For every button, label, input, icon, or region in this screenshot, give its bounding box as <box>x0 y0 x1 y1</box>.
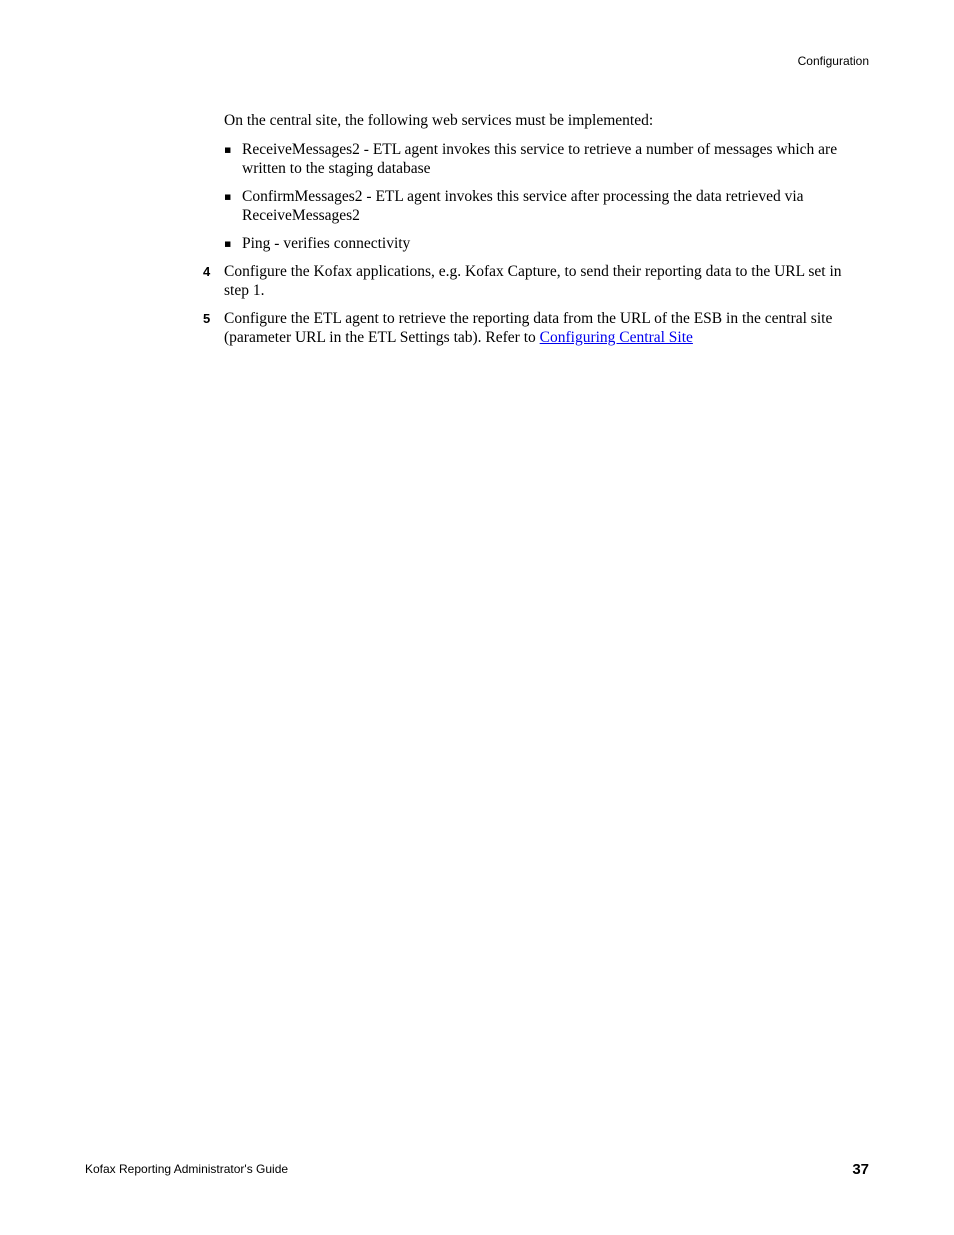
intro-paragraph: On the central site, the following web services must be implemented: <box>224 112 654 129</box>
bullet-marker: ▪ <box>224 237 232 250</box>
step-number: 4 <box>203 264 211 279</box>
step-4 <box>203 262 844 300</box>
step-text: Configure the ETL agent to retrieve the reporting data from the URL of the ESB in the central site (parameter URL in the ETL Settings tab). Refer to <box>224 310 833 346</box>
list-item <box>224 187 844 225</box>
list-item <box>224 140 844 178</box>
footer-guide-title: Kofax Reporting Administrator's Guide <box>85 1162 289 1176</box>
list-item-text: Ping - verifies connectivity <box>242 235 411 252</box>
web-services-list <box>224 140 844 253</box>
bullet-marker: ▪ <box>224 190 232 203</box>
page-number: 37 <box>852 1161 869 1178</box>
list-item-text: ReceiveMessages2 - ETL agent invokes this service to retrieve a number of messages which are written to the staging database <box>242 141 838 177</box>
list-item <box>224 234 844 253</box>
list-item-text: ConfirmMessages2 - ETL agent invokes this service after processing the data retrieved via ReceiveMessages2 <box>242 188 804 224</box>
configuring-central-site-link[interactable]: Configuring Central Site <box>539 329 693 346</box>
bullet-marker: ▪ <box>224 143 232 156</box>
step-text: Configure the Kofax applications, e.g. Kofax Capture, to send their reporting data to the URL set in step 1. <box>224 263 842 299</box>
step-number: 5 <box>203 311 211 326</box>
running-header: Configuration <box>797 54 869 68</box>
step-5 <box>203 309 844 347</box>
page-body <box>203 111 844 356</box>
